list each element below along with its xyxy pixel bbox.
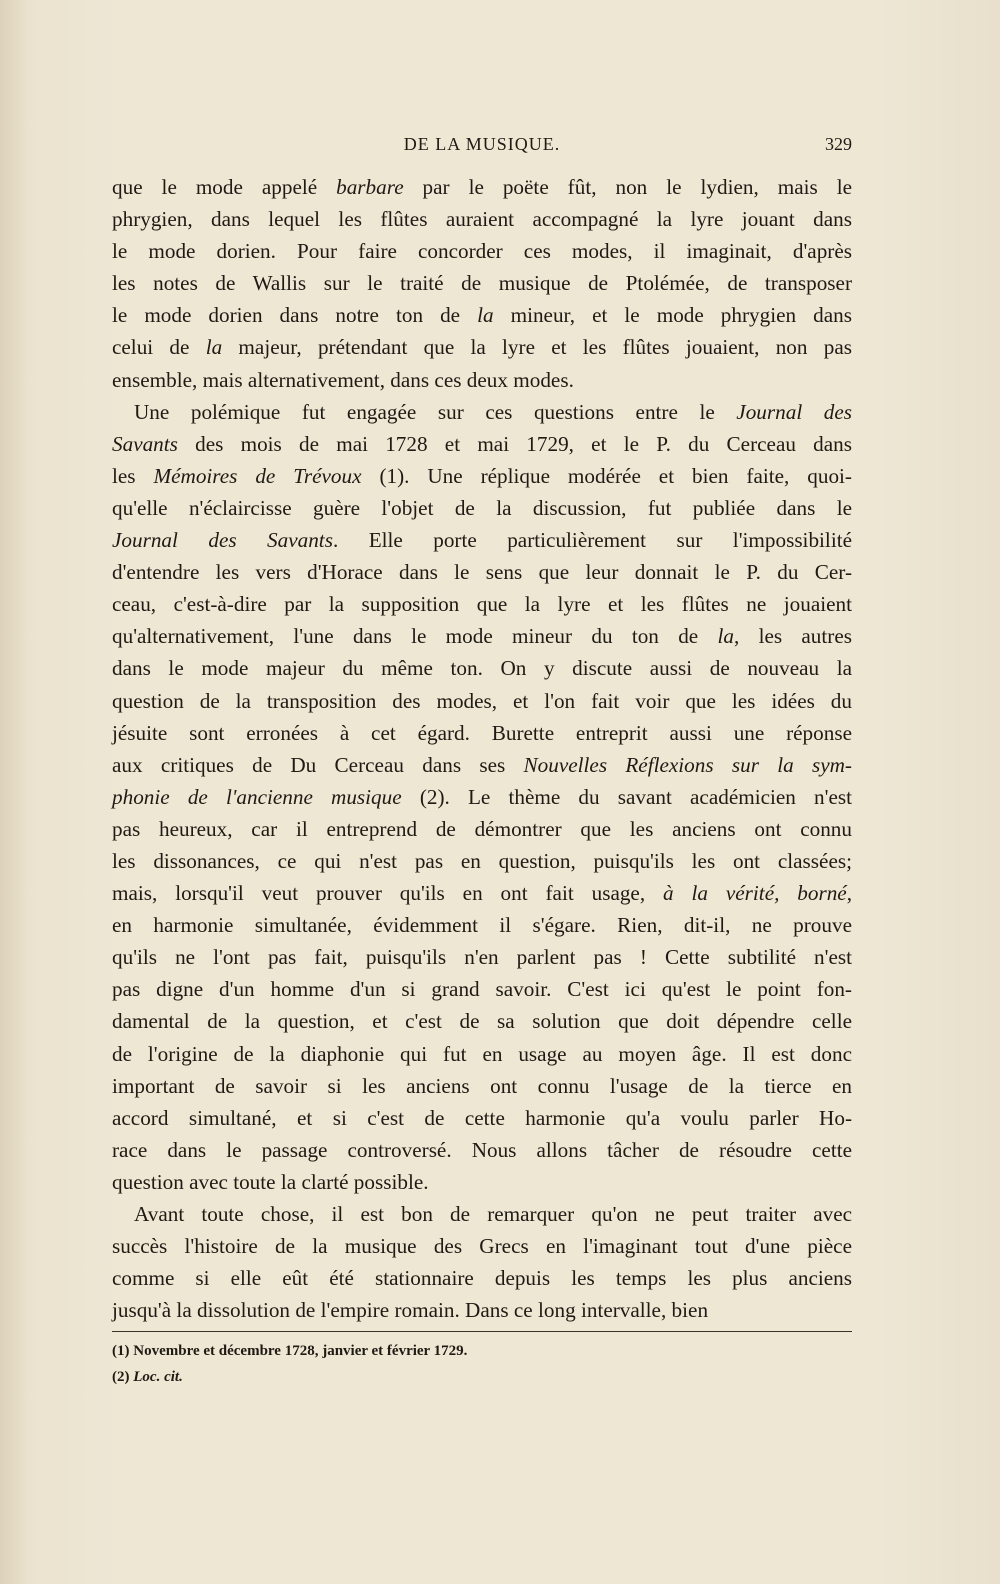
italic-text: Savants <box>112 431 178 456</box>
text-line: qu'alternativement, l'une dans le mode mineur du ton de la, les autres <box>112 624 852 649</box>
italic-text: à la vérité, borné <box>663 881 847 906</box>
text-line: question de la transposition des modes, et l'on fait voir que les idées du <box>112 688 852 713</box>
text-line: qu'elle n'éclaircisse guère l'objet de la discussion, fut publiée dans le <box>112 495 852 520</box>
italic-text: la <box>477 303 494 328</box>
text-line: phonie de l'ancienne musique (2). Le thème du savant académicien n'est <box>112 784 852 809</box>
text-line: le mode dorien dans notre ton de la mineur, et le mode phrygien dans <box>112 303 852 328</box>
text-line: jésuite sont erronées à cet égard. Burette entreprit aussi une réponse <box>112 720 852 745</box>
text-line: ensemble, mais alternativement, dans ces deux modes. <box>112 367 574 392</box>
text-line: pas digne d'un homme d'un si grand savoir. C'est ici qu'est le point fon- <box>112 977 852 1002</box>
text-line: damental de la question, et c'est de sa solution que doit dépendre celle <box>112 1009 852 1034</box>
italic-text: Loc. cit. <box>133 1369 183 1385</box>
text-line: en harmonie simultanée, évidemment il s'égare. Rien, dit-il, ne prouve <box>112 913 852 938</box>
text-line: les notes de Wallis sur le traité de musique de Ptolémée, de transposer <box>112 271 852 296</box>
paragraph-3 <box>112 1198 852 1326</box>
text-line: le mode dorien. Pour faire concorder ces modes, il imaginait, d'après <box>112 239 852 264</box>
text-line: jusqu'à la dissolution de l'empire romain. Dans ce long intervalle, bien <box>112 1298 709 1323</box>
text-line: les Mémoires de Trévoux (1). Une réplique modérée et bien faite, quoi- <box>112 463 852 488</box>
footnotes <box>112 1338 852 1390</box>
text-line: les dissonances, ce qui n'est pas en question, puisqu'ils les ont classées; <box>112 848 852 873</box>
italic-text: la <box>205 335 223 360</box>
italic-text: Nouvelles Réflexions sur la sym- <box>523 752 852 777</box>
paragraph-1 <box>112 171 852 396</box>
text-line: succès l'histoire de la musique des Grecs en l'imaginant tout d'une pièce <box>112 1234 852 1259</box>
text-line: celui de la majeur, prétendant que la lyre et les flûtes jouaient, non pas <box>112 335 852 360</box>
text-line: d'entendre les vers d'Horace dans le sens que leur donnait le P. du Cer- <box>112 560 852 585</box>
italic-text: Journal des Savants <box>112 528 333 553</box>
text-line: Une polémique fut engagée sur ces questions entre le Journal des <box>134 399 853 424</box>
text-line: qu'ils ne l'ont pas fait, puisqu'ils n'en parlent pas ! Cette subtilité n'est <box>112 945 852 970</box>
paragraph-2 <box>112 396 852 1198</box>
text-line: important de savoir si les anciens ont connu l'usage de la tierce en <box>112 1073 852 1098</box>
page-header <box>112 134 852 164</box>
italic-text: Mémoires de Trévoux <box>153 463 362 488</box>
text-line: comme si elle eût été stationnaire depuis les temps les plus anciens <box>112 1266 852 1291</box>
footnote-divider <box>112 1331 852 1332</box>
page-number: 329 <box>825 134 852 154</box>
text-line: ceau, c'est-à-dire par la supposition que la lyre et les flûtes ne jouaient <box>112 592 852 617</box>
text-line: Journal des Savants. Elle porte particulièrement sur l'impossibilité <box>112 528 852 553</box>
text-line: pas heureux, car il entreprend de démontrer que les anciens ont connu <box>112 816 852 841</box>
text-line: de l'origine de la diaphonie qui fut en usage au moyen âge. Il est donc <box>112 1041 852 1066</box>
body-text <box>112 171 852 1326</box>
italic-text: Journal des <box>736 399 853 424</box>
text-line: accord simultané, et si c'est de cette harmonie qu'a voulu parler Ho- <box>112 1105 852 1130</box>
text-line: question avec toute la clarté possible. <box>112 1169 429 1194</box>
footnote: (2) Loc. cit. <box>112 1369 183 1385</box>
italic-text: la <box>717 624 734 649</box>
footnote: (1) Novembre et décembre 1728, janvier et février 1729. <box>112 1343 468 1359</box>
italic-text: barbare <box>336 175 404 199</box>
text-line: phrygien, dans lequel les flûtes auraient accompagné la lyre jouant dans <box>112 207 852 232</box>
text-line: Savants des mois de mai 1728 et mai 1729, et le P. du Cerceau dans <box>112 431 852 456</box>
text-line: Avant toute chose, il est bon de remarquer qu'on ne peut traiter avec <box>134 1202 852 1226</box>
text-line: aux critiques de Du Cerceau dans ses Nouvelles Réflexions sur la sym- <box>112 752 852 777</box>
text-line: mais, lorsqu'il veut prouver qu'ils en ont fait usage, à la vérité, borné, <box>112 881 852 906</box>
text-line: que le mode appelé barbare par le poëte fût, non le lydien, mais le <box>112 175 852 199</box>
text-line: dans le mode majeur du même ton. On y discute aussi de nouveau la <box>112 656 852 681</box>
running-head: DE LA MUSIQUE. <box>403 134 561 154</box>
text-line: race dans le passage controversé. Nous allons tâcher de résoudre cette <box>112 1137 852 1162</box>
italic-text: phonie de l'ancienne musique <box>112 784 402 809</box>
